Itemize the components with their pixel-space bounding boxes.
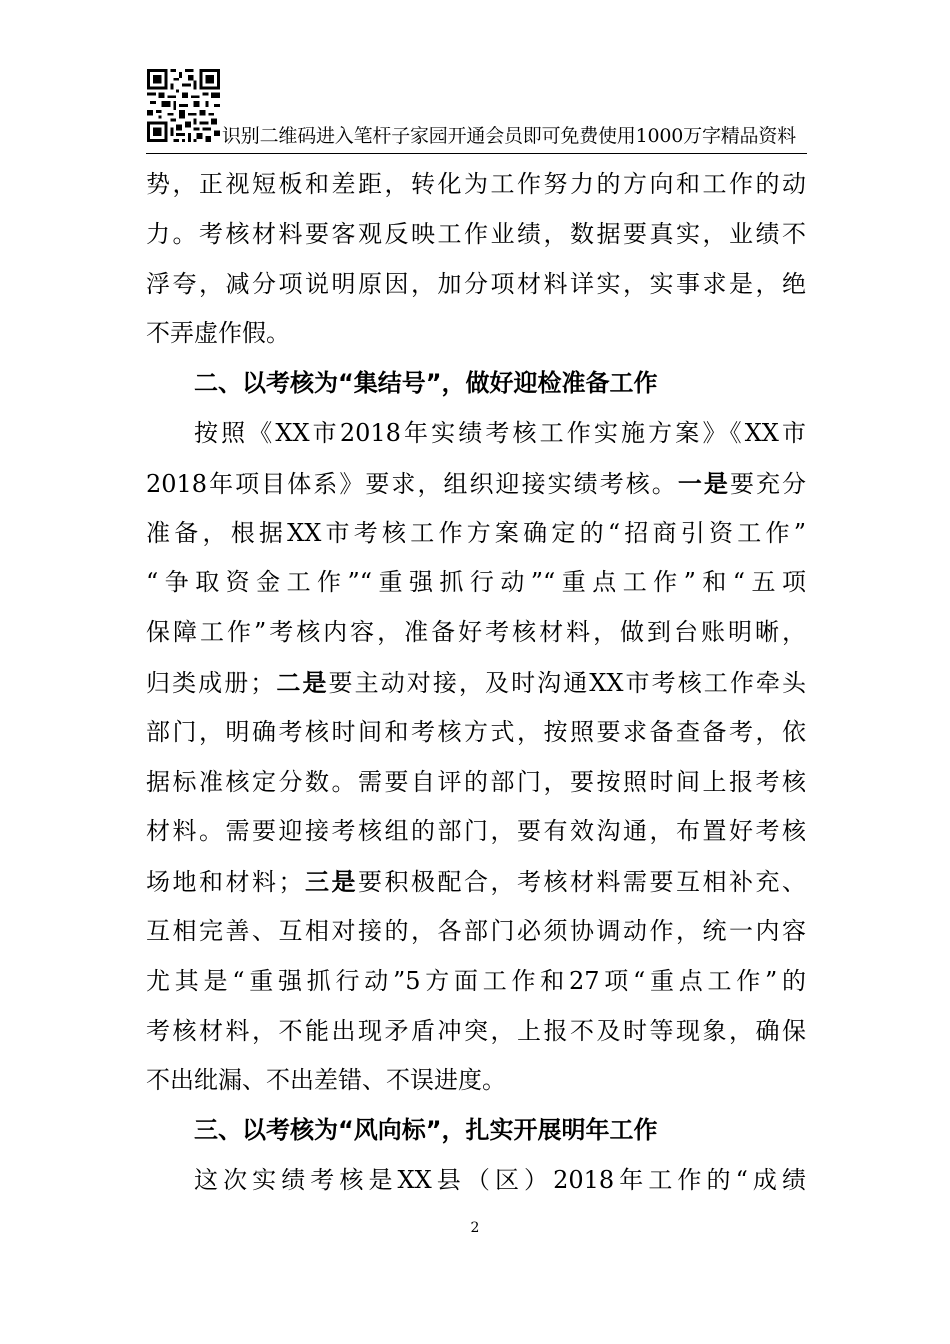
paragraph-line: 浮夸，减分项说明原因，加分项材料详实，实事求是，绝 <box>146 269 806 298</box>
paragraph-line: 准备，根据XX市考核工作方案确定的“招商引资工作” <box>146 518 806 547</box>
paragraph-line: 势，正视短板和差距，转化为工作努力的方向和工作的动 <box>146 170 806 198</box>
paragraph-line: 保障工作”考核内容，准备好考核材料，做到台账明晰， <box>146 618 806 647</box>
paragraph-line: 据标准核定分数。需要自评的部门，要按照时间上报考核 <box>146 767 806 796</box>
paragraph-line: 材料。需要迎接考核组的部门，要有效沟通，布置好考核 <box>146 817 806 846</box>
emphasis-third: 三是 <box>302 867 358 897</box>
paragraph-line: 这次实绩考核是XX县（区）2018年工作的“成绩 <box>194 1165 806 1194</box>
document-body <box>146 160 806 1206</box>
emphasis-second: 二是 <box>274 667 329 697</box>
paragraph-line: “争取资金工作”“重强抓行动”“重点工作”和“五项 <box>146 568 806 597</box>
paragraph-line <box>146 459 806 509</box>
text-run: 要主动对接，及时沟通XX市考核工作牵头 <box>328 668 807 697</box>
paragraph-line <box>146 658 806 708</box>
paragraph-line: 力。考核材料要客观反映工作业绩，数据要真实，业绩不 <box>146 219 806 248</box>
paragraph-line: 按照《XX市2018年实绩考核工作实施方案》《XX市 <box>194 418 806 447</box>
page-number: 2 <box>470 1220 480 1236</box>
emphasis-first: 一是 <box>677 468 730 498</box>
paragraph-line: 不出纰漏、不出差错、不误进度。 <box>146 1066 506 1095</box>
header-banner-text: 识别二维码进入笔杆子家园开通会员即可免费使用1000万字精品资料 <box>222 125 796 147</box>
section-heading-2: 二、以考核为“集结号”，做好迎检准备工作 <box>194 369 658 398</box>
paragraph-line: 部门，明确考核时间和考核方式，按照要求备查备考，依 <box>146 717 806 746</box>
paragraph-line: 尤其是“重强抓行动”5方面工作和27项“重点工作”的 <box>146 966 806 995</box>
paragraph-line: 考核材料，不能出现矛盾冲突，上报不及时等现象，确保 <box>146 1016 806 1045</box>
text-run: 场地和材料； <box>146 868 303 897</box>
qr-code-icon <box>147 69 220 142</box>
text-run: 要积极配合，考核材料需要互相补充、 <box>358 868 806 897</box>
text-run: 要充分 <box>729 469 807 498</box>
text-run: 归类成册； <box>146 668 275 697</box>
paragraph-line: 互相完善、互相对接的，各部门必须协调动作，统一内容 <box>146 916 806 945</box>
header-divider <box>146 153 807 154</box>
section-heading-3: 三、以考核为“风向标”，扎实开展明年工作 <box>194 1116 658 1145</box>
paragraph-line: 不弄虚作假。 <box>146 319 290 348</box>
paragraph-line <box>146 857 806 907</box>
text-run: 2018年项目体系》要求，组织迎接实绩考核。 <box>146 469 678 498</box>
